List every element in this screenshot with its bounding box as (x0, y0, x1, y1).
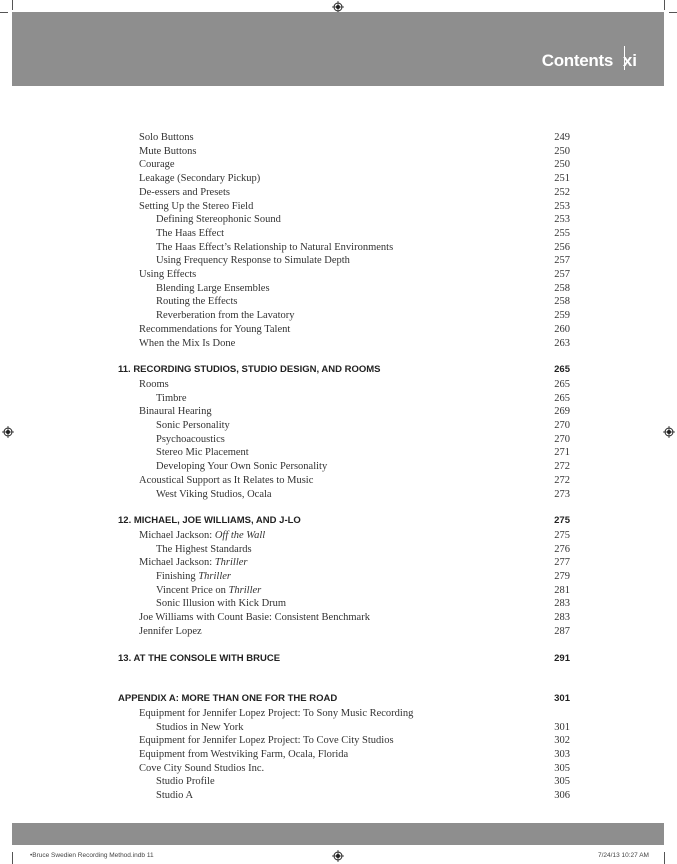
toc-entry-title: Solo Buttons (139, 132, 194, 143)
running-header-title: Contents (541, 51, 613, 70)
toc-entry-title: APPENDIX A: MORE THAN ONE FOR THE ROAD (118, 693, 338, 705)
toc-entry (0, 254, 677, 268)
toc-entry-page: 279 (554, 571, 570, 582)
toc-entry (0, 597, 677, 611)
toc-entry-title: Leakage (Secondary Pickup) (139, 173, 261, 185)
crop-mark (0, 12, 8, 13)
toc-entry-page: 257 (554, 269, 570, 280)
toc-entry-title: Equipment for Jennifer Lopez Project: To Cove City Studios (139, 735, 394, 747)
toc-entry-title: Vincent Price on Thriller (156, 584, 262, 596)
toc-entry-page: 287 (554, 625, 570, 637)
toc-entry (0, 378, 677, 392)
toc-entry-page: 249 (554, 132, 570, 143)
toc-entry-page: 260 (554, 323, 570, 335)
toc-entry-title: Joe Williams with Count Basie: Consistent Benchmark (139, 612, 370, 624)
toc-entry-page: 275 (554, 515, 570, 527)
toc-entry-page: 270 (554, 420, 570, 431)
toc-entry-page: 305 (554, 762, 570, 774)
toc-entry (0, 405, 677, 419)
toc-entry (0, 227, 677, 241)
toc-entry (0, 570, 677, 584)
print-slug-right: 7/24/13 10:27 AM (598, 852, 649, 859)
toc-entry-title: Using Effects (139, 269, 197, 280)
toc-entry-title: Psychoacoustics (156, 433, 225, 445)
toc-entry-title: Michael Jackson: Thriller (139, 557, 248, 569)
toc-entry (0, 392, 677, 406)
toc-entry-page: 265 (554, 392, 570, 404)
toc-entry-page: 257 (554, 255, 570, 267)
crop-mark (664, 852, 665, 864)
crop-mark (12, 0, 13, 10)
registration-mark-icon (332, 850, 344, 862)
toc-entry (0, 419, 677, 433)
toc-entry-page: 303 (554, 749, 570, 760)
toc-entry (0, 131, 677, 145)
toc-entry (0, 337, 677, 351)
toc-entry (0, 721, 677, 735)
toc-entry-page: 265 (554, 364, 570, 376)
toc-entry-page: 276 (554, 543, 570, 555)
toc-entry-title: Michael Jackson: Off the Wall (139, 529, 266, 541)
toc-chapter-entry (0, 692, 677, 706)
footer-bar (12, 823, 664, 845)
toc-entry (0, 734, 677, 748)
toc-entry (0, 488, 677, 502)
toc-entry-page: 259 (554, 310, 570, 322)
toc-entry (0, 611, 677, 625)
print-slug-left: •Bruce Swedien Recording Method.indb 11 (30, 852, 154, 859)
toc-entry-page: 283 (554, 612, 570, 624)
toc-entry (0, 625, 677, 639)
crop-mark (669, 12, 677, 13)
toc-entry (0, 775, 677, 789)
toc-entry-title: Setting Up the Stereo Field (139, 200, 254, 212)
toc-entry-title: The Haas Effect (156, 227, 225, 239)
toc-entry-page: 281 (554, 584, 570, 596)
toc-entry-page: 255 (554, 227, 570, 239)
toc-entry-title: Cove City Sound Studios Inc. (139, 762, 265, 774)
toc-entry (0, 200, 677, 214)
toc-entry-page: 272 (554, 474, 570, 486)
toc-entry-page: 301 (554, 693, 570, 705)
toc-entry (0, 460, 677, 474)
toc-entry-title: Timbre (156, 392, 187, 404)
toc-entry-page: 301 (554, 721, 570, 733)
toc-entry-title: Equipment from Westviking Farm, Ocala, Florida (139, 749, 349, 760)
toc-entry (0, 158, 677, 172)
toc-entry-title: Equipment for Jennifer Lopez Project: To Sony Music Recording (139, 707, 414, 719)
toc-entry-page: 251 (554, 173, 570, 185)
crop-mark (12, 852, 13, 864)
page-number: xi (622, 51, 637, 70)
running-header-bar (12, 12, 664, 86)
toc-entry-page: 253 (554, 200, 570, 212)
toc-entry-page: 306 (554, 790, 570, 802)
toc-entry (0, 748, 677, 762)
toc-entry-title: Finishing Thriller (156, 571, 231, 582)
toc-entry-title: Reverberation from the Lavatory (156, 310, 295, 322)
toc-entry (0, 282, 677, 296)
toc-entry (0, 543, 677, 557)
toc-entry-page: 283 (554, 598, 570, 610)
toc-entry-title: Courage (139, 159, 175, 171)
toc-entry (0, 789, 677, 803)
toc-entry-title: West Viking Studios, Ocala (156, 488, 272, 500)
toc-entry-page: 305 (554, 776, 570, 788)
toc-entry-title: Recommendations for Young Talent (139, 323, 291, 335)
toc-entry-page: 265 (554, 378, 570, 390)
toc-entry-title: The Highest Standards (156, 543, 252, 555)
toc-entry (0, 241, 677, 255)
toc-entry-title: 13. AT THE CONSOLE WITH BRUCE (118, 652, 281, 664)
toc-entry-title: De-essers and Presets (139, 186, 230, 198)
toc-entry-page: 256 (554, 241, 570, 253)
toc-entry-title: Studio A (156, 790, 194, 802)
toc-entry-title: Jennifer Lopez (139, 625, 202, 637)
toc-entry (0, 323, 677, 337)
toc-entry (0, 529, 677, 543)
toc-entry-page: 291 (554, 652, 570, 664)
toc-entry (0, 433, 677, 447)
toc-entry-page: 270 (554, 433, 570, 445)
toc-entry-title: Studio Profile (156, 776, 215, 788)
toc-entry-title: The Haas Effect’s Relationship to Natural Environments (156, 241, 394, 253)
toc-entry (0, 213, 677, 227)
toc-entry-title: Using Frequency Response to Simulate Depth (156, 255, 350, 267)
toc-entry (0, 584, 677, 598)
toc-entry-page: 253 (554, 214, 570, 226)
toc-entry (0, 556, 677, 570)
toc-entry-title: Binaural Hearing (139, 406, 212, 418)
toc-entry (0, 762, 677, 776)
toc-chapter-entry (0, 514, 677, 528)
toc-entry (0, 707, 677, 721)
toc-chapter-entry (0, 363, 677, 377)
toc-entry-page: 275 (554, 529, 570, 541)
toc-entry-page: 250 (554, 159, 570, 171)
toc-entry-title: 12. MICHAEL, JOE WILLIAMS, AND J-LO (118, 515, 301, 527)
toc-entry-page: 252 (554, 186, 570, 198)
toc-entry-title: Studios in New York (156, 721, 244, 733)
toc-entry-page: 277 (554, 557, 570, 569)
toc-entry (0, 186, 677, 200)
toc-entry-title: Mute Buttons (139, 145, 197, 157)
toc-entry-title: Developing Your Own Sonic Personality (156, 461, 328, 473)
toc-entry-title: Acoustical Support as It Relates to Music (139, 474, 314, 486)
toc-entry (0, 295, 677, 309)
toc-entry-title: Rooms (139, 378, 169, 390)
toc-entry (0, 268, 677, 282)
toc-entry (0, 172, 677, 186)
toc-entry-page: 263 (554, 337, 570, 349)
toc-entry-page: 269 (554, 406, 570, 418)
toc-entry-title: Routing the Effects (156, 296, 238, 308)
toc-entry-page: 258 (554, 282, 570, 294)
toc-entry (0, 145, 677, 159)
toc-entry-page: 271 (554, 447, 570, 459)
toc-entry-title: Stereo Mic Placement (156, 447, 249, 459)
toc-entry-page: 302 (554, 735, 570, 747)
toc-entry (0, 446, 677, 460)
toc-entry-title: Blending Large Ensembles (156, 282, 270, 294)
toc-entry (0, 474, 677, 488)
toc-entry-page: 272 (554, 461, 570, 473)
crop-mark (664, 0, 665, 10)
toc-entry (0, 309, 677, 323)
toc-entry-title: Defining Stereophonic Sound (156, 214, 281, 226)
toc-chapter-entry (0, 652, 677, 666)
toc-entry-title: When the Mix Is Done (139, 337, 236, 349)
toc-entry-title: Sonic Personality (156, 420, 230, 431)
toc-entry-page: 258 (554, 296, 570, 308)
toc-entry-title: 11. RECORDING STUDIOS, STUDIO DESIGN, AND ROOMS (118, 364, 381, 376)
toc-entry-page: 250 (554, 145, 570, 157)
toc-entry-page: 273 (554, 488, 570, 500)
toc-entry-title: Sonic Illusion with Kick Drum (156, 598, 287, 610)
